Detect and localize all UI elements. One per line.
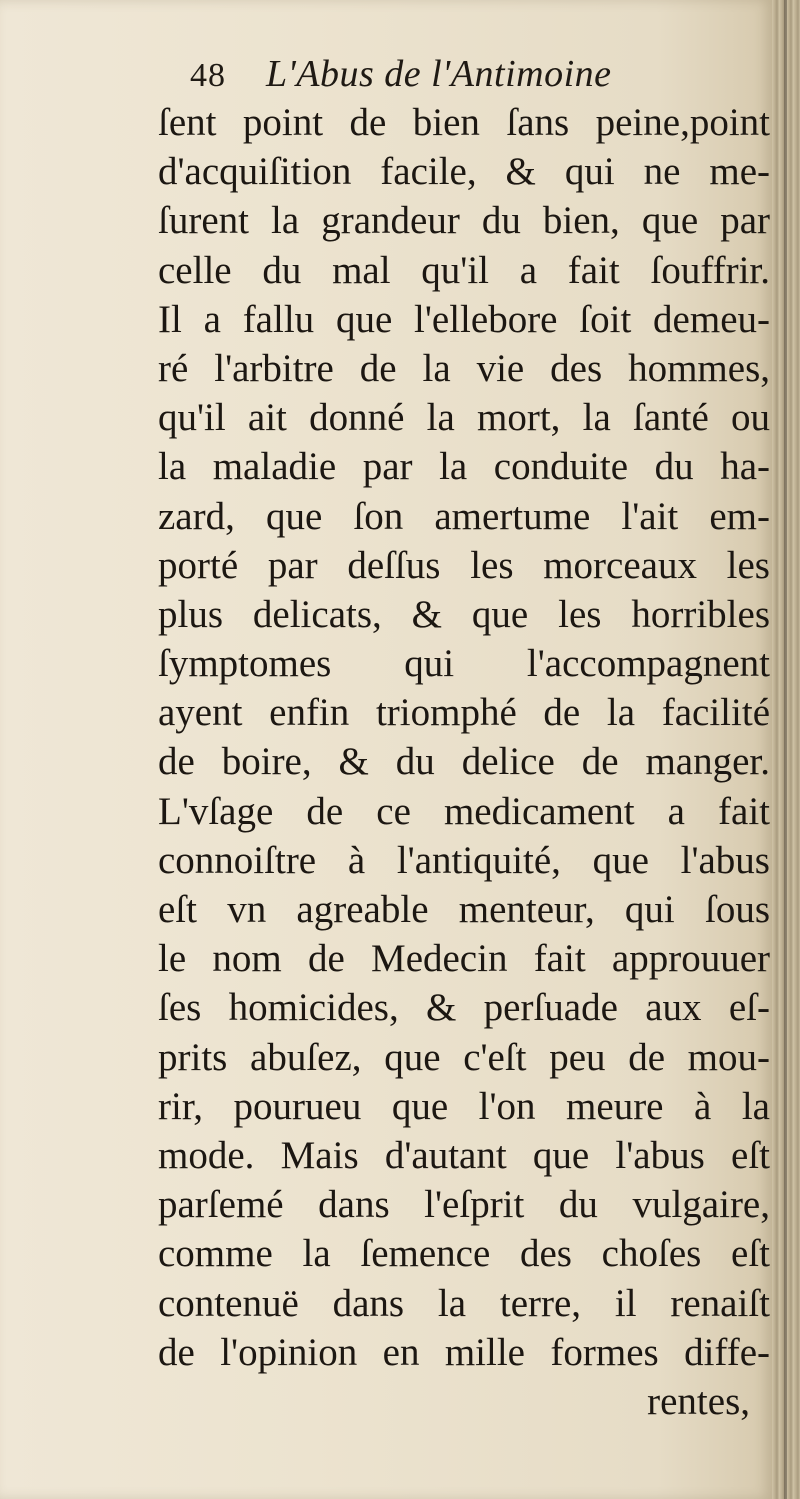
text-line: zard, que ſon amertume l'ait em- bbox=[158, 494, 770, 538]
text-line: parſemé dans l'eſprit du vulgaire, bbox=[158, 1183, 770, 1227]
text-line: Il a fallu que l'ellebore ſoit demeu- bbox=[158, 297, 770, 341]
running-title: L'Abus de l'Antimoine bbox=[266, 53, 612, 95]
text-line: de l'opinion en mille formes diffe- bbox=[158, 1330, 770, 1374]
running-head bbox=[190, 52, 612, 102]
page-edge bbox=[772, 0, 800, 1499]
text-line: ſent point de bien ſans peine,point bbox=[158, 101, 770, 144]
text-line: ré l'arbitre de la vie des hommes, bbox=[158, 346, 770, 390]
text-line: ayent enfin triomphé de la facilité bbox=[158, 691, 770, 735]
text-line: le nom de Medecin fait approuuer bbox=[158, 937, 770, 981]
text-line: qu'il ait donné la mort, la ſanté ou bbox=[158, 396, 770, 440]
text-line: ſes homicides, & perſuade aux eſ- bbox=[158, 986, 770, 1030]
text-line: la maladie par la conduite du ha- bbox=[158, 445, 770, 489]
text-line: contenuë dans la terre, il renaiſt bbox=[158, 1281, 770, 1325]
text-line: ſurent la grandeur du bien, que par bbox=[158, 199, 770, 243]
text-line: rir, pourueu que l'on meure à la bbox=[158, 1084, 770, 1128]
text-line: eſt vn agreable menteur, qui ſous bbox=[158, 888, 770, 931]
text-line: de boire, & du delice de manger. bbox=[158, 740, 770, 784]
text-line: comme la ſemence des choſes eſt bbox=[158, 1232, 770, 1276]
body-text bbox=[158, 98, 770, 1426]
catchword: rentes, bbox=[647, 1379, 750, 1423]
text-line: prits abuſez, que c'eſt peu de mou- bbox=[158, 1035, 770, 1079]
binding-edge-line bbox=[784, 0, 787, 1499]
text-line: d'acquiſition facile, & qui ne me- bbox=[158, 150, 770, 194]
text-line: connoiſtre à l'antiquité, que l'abus bbox=[158, 838, 770, 882]
text-line: plus delicats, & que les horribles bbox=[158, 592, 770, 636]
text-line: celle du mal qu'il a fait ſouffrir. bbox=[158, 248, 770, 292]
text-line: mode. Mais d'autant que l'abus eſt bbox=[158, 1133, 770, 1177]
page-number: 48 bbox=[190, 57, 226, 94]
text-line: L'vſage de ce medicament a fait bbox=[158, 789, 770, 833]
text-line: porté par deſſus les morceaux les bbox=[158, 543, 770, 587]
text-line: ſymptomes qui l'accompagnent bbox=[158, 642, 770, 686]
